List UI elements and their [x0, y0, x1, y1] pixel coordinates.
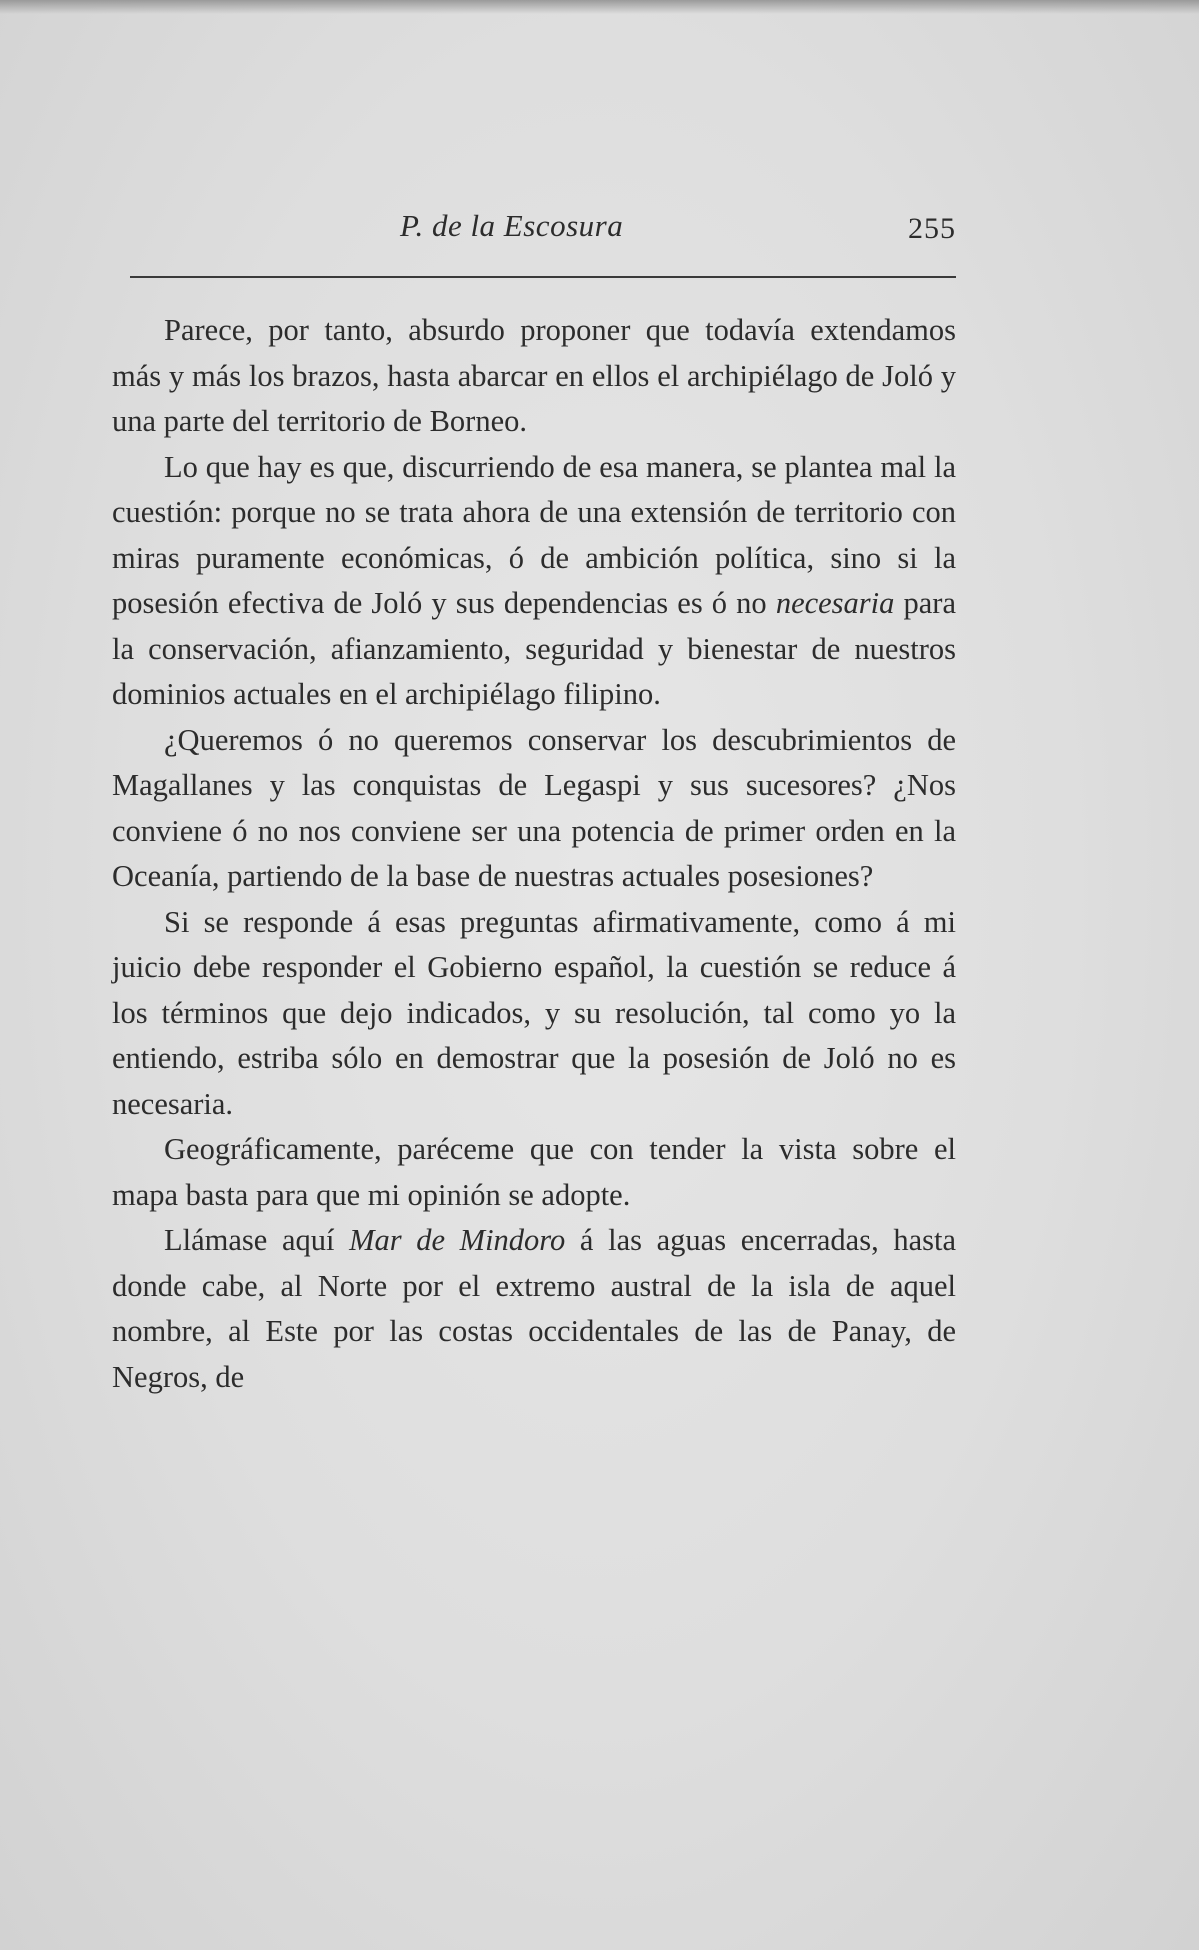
- paragraph-4: Si se responde á esas preguntas afirmativamente, como á mi juicio debe responder el Gobierno español, la cuestión se reduce á los términos que dejo indicados, y su resolución, tal como yo la entiendo, estriba sólo en demostrar que la posesión de Joló no es necesaria.: [112, 904, 956, 1121]
- paragraph-6-text-a: Llámase aquí: [164, 1223, 350, 1257]
- header-rule: [130, 276, 956, 278]
- running-title: P. de la Escosura: [400, 208, 624, 243]
- paragraph-6-emphasis: Mar de Mindoro: [349, 1223, 566, 1257]
- paragraph-3: ¿Queremos ó no queremos conservar los descubrimientos de Magallanes y las conquistas de Legaspi y sus sucesores? ¿Nos conviene ó no nos conviene ser una potencia de primer orden en la Oceanía, partiendo de la base de nuestras actuales posesiones?: [112, 722, 956, 893]
- paragraph-2: [112, 445, 956, 718]
- paragraph-6: [112, 1218, 956, 1400]
- running-head: [130, 198, 956, 258]
- paragraph-6-text-b: á las aguas encerradas, hasta donde cabe, al Norte por el extremo austral de la isla de aquel nombre, al Este por las costas occidentales de las de Panay, de Negros, de: [112, 1223, 956, 1394]
- paragraph-2-emphasis: necesaria: [775, 586, 895, 620]
- body-text: [112, 308, 956, 1400]
- paragraph-2-text-a: Lo que hay es que, discurriendo de esa manera, se plantea mal la cuestión: porque no se trata ahora de una extensión de territorio con miras puramente económicas, ó de ambición política, sino si la posesión efectiva de Joló y sus dependencias es ó no: [112, 449, 956, 620]
- page-edge-shadow: [0, 0, 1199, 14]
- paragraph-5: Geográficamente, paréceme que con tender la vista sobre el mapa basta para que mi opinión se adopte.: [112, 1132, 956, 1212]
- page-number: 255: [908, 212, 956, 245]
- paragraph-2-text-b: para la conservación, afianzamiento, seguridad y bienestar de nuestros dominios actuales en el archipiélago filipino.: [112, 586, 956, 711]
- paragraph-1: Parece, por tanto, absurdo proponer que todavía extendamos más y más los brazos, hasta abarcar en ellos el archipiélago de Joló y una parte del territorio de Borneo.: [112, 313, 956, 438]
